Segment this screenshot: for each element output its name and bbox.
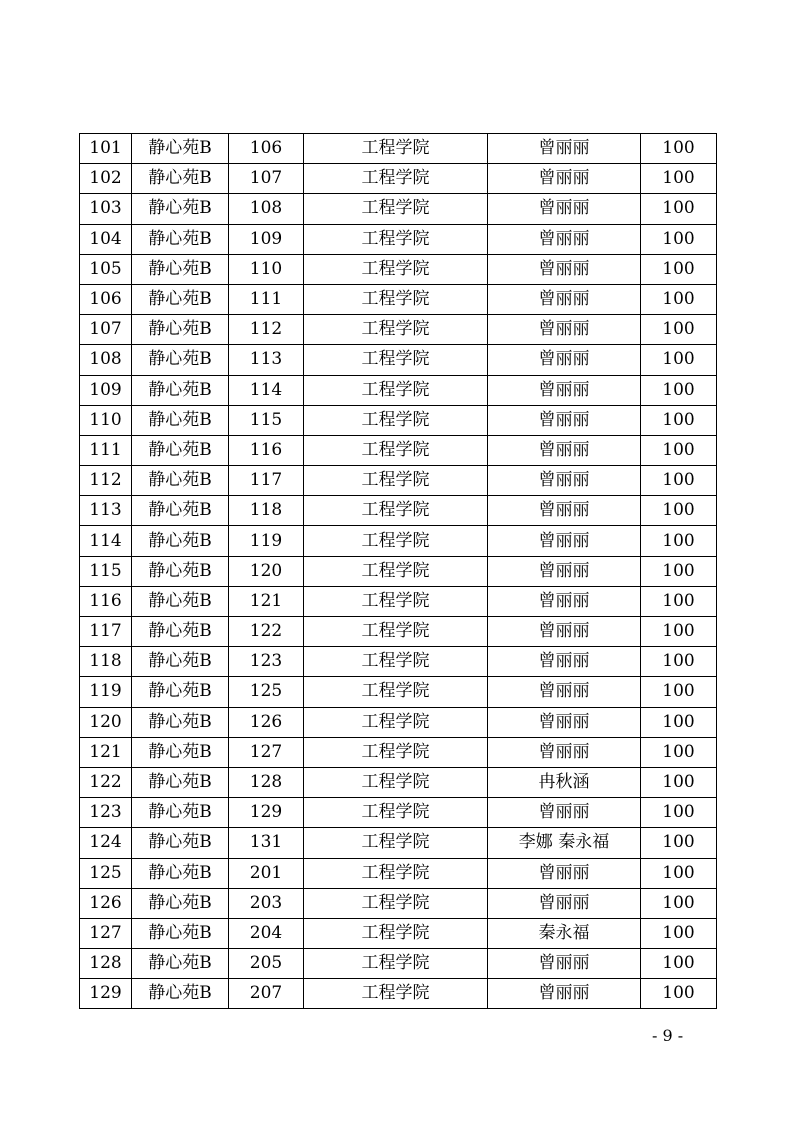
contact-cell: 曾丽丽 [488, 526, 641, 556]
seq-cell: 104 [80, 224, 132, 254]
seq-cell: 111 [80, 435, 132, 465]
contact-cell: 曾丽丽 [488, 254, 641, 284]
contact-cell: 曾丽丽 [488, 556, 641, 586]
seq-cell: 101 [80, 134, 132, 164]
seq-cell: 123 [80, 798, 132, 828]
seq-cell: 129 [80, 979, 132, 1009]
score-cell: 100 [641, 435, 717, 465]
building-cell: 静心苑B [132, 828, 229, 858]
score-cell: 100 [641, 647, 717, 677]
college-cell: 工程学院 [304, 767, 488, 797]
room-cell: 109 [229, 224, 304, 254]
seq-cell: 112 [80, 466, 132, 496]
college-cell: 工程学院 [304, 466, 488, 496]
college-cell: 工程学院 [304, 858, 488, 888]
contact-cell: 曾丽丽 [488, 466, 641, 496]
contact-cell: 曾丽丽 [488, 586, 641, 616]
table-row [80, 677, 717, 707]
seq-cell: 113 [80, 496, 132, 526]
score-cell: 100 [641, 949, 717, 979]
contact-cell: 曾丽丽 [488, 496, 641, 526]
contact-cell: 曾丽丽 [488, 284, 641, 314]
college-cell: 工程学院 [304, 496, 488, 526]
seq-cell: 119 [80, 677, 132, 707]
building-cell: 静心苑B [132, 707, 229, 737]
contact-cell: 李娜 秦永福 [488, 828, 641, 858]
building-cell: 静心苑B [132, 767, 229, 797]
table-row [80, 375, 717, 405]
building-cell: 静心苑B [132, 798, 229, 828]
table-row [80, 405, 717, 435]
seq-cell: 125 [80, 858, 132, 888]
roster-table [79, 133, 717, 1009]
seq-cell: 121 [80, 737, 132, 767]
room-cell: 116 [229, 435, 304, 465]
room-cell: 204 [229, 918, 304, 948]
contact-cell: 曾丽丽 [488, 707, 641, 737]
contact-cell: 曾丽丽 [488, 798, 641, 828]
building-cell: 静心苑B [132, 677, 229, 707]
building-cell: 静心苑B [132, 526, 229, 556]
table-row [80, 858, 717, 888]
score-cell: 100 [641, 375, 717, 405]
room-cell: 120 [229, 556, 304, 586]
page-number: - 9 - [652, 1026, 684, 1045]
table-row [80, 164, 717, 194]
seq-cell: 103 [80, 194, 132, 224]
table-row [80, 345, 717, 375]
score-cell: 100 [641, 224, 717, 254]
college-cell: 工程学院 [304, 798, 488, 828]
contact-cell: 曾丽丽 [488, 134, 641, 164]
college-cell: 工程学院 [304, 164, 488, 194]
table-row [80, 617, 717, 647]
room-cell: 106 [229, 134, 304, 164]
college-cell: 工程学院 [304, 737, 488, 767]
college-cell: 工程学院 [304, 254, 488, 284]
building-cell: 静心苑B [132, 254, 229, 284]
seq-cell: 107 [80, 315, 132, 345]
building-cell: 静心苑B [132, 556, 229, 586]
table-row [80, 979, 717, 1009]
score-cell: 100 [641, 254, 717, 284]
table-row [80, 496, 717, 526]
building-cell: 静心苑B [132, 284, 229, 314]
building-cell: 静心苑B [132, 194, 229, 224]
room-cell: 108 [229, 194, 304, 224]
room-cell: 128 [229, 767, 304, 797]
room-cell: 207 [229, 979, 304, 1009]
room-cell: 118 [229, 496, 304, 526]
score-cell: 100 [641, 737, 717, 767]
building-cell: 静心苑B [132, 345, 229, 375]
seq-cell: 114 [80, 526, 132, 556]
score-cell: 100 [641, 496, 717, 526]
college-cell: 工程学院 [304, 284, 488, 314]
building-cell: 静心苑B [132, 315, 229, 345]
score-cell: 100 [641, 979, 717, 1009]
contact-cell: 曾丽丽 [488, 647, 641, 677]
college-cell: 工程学院 [304, 918, 488, 948]
room-cell: 203 [229, 888, 304, 918]
table-row [80, 134, 717, 164]
seq-cell: 105 [80, 254, 132, 284]
room-cell: 205 [229, 949, 304, 979]
contact-cell: 秦永福 [488, 918, 641, 948]
table-row [80, 586, 717, 616]
seq-cell: 126 [80, 888, 132, 918]
college-cell: 工程学院 [304, 707, 488, 737]
room-cell: 127 [229, 737, 304, 767]
seq-cell: 122 [80, 767, 132, 797]
table-row [80, 556, 717, 586]
room-cell: 123 [229, 647, 304, 677]
college-cell: 工程学院 [304, 979, 488, 1009]
contact-cell: 曾丽丽 [488, 345, 641, 375]
college-cell: 工程学院 [304, 949, 488, 979]
contact-cell: 曾丽丽 [488, 375, 641, 405]
score-cell: 100 [641, 466, 717, 496]
score-cell: 100 [641, 194, 717, 224]
room-cell: 129 [229, 798, 304, 828]
building-cell: 静心苑B [132, 134, 229, 164]
room-cell: 107 [229, 164, 304, 194]
seq-cell: 115 [80, 556, 132, 586]
contact-cell: 曾丽丽 [488, 677, 641, 707]
room-cell: 131 [229, 828, 304, 858]
college-cell: 工程学院 [304, 677, 488, 707]
table-row [80, 315, 717, 345]
building-cell: 静心苑B [132, 496, 229, 526]
table-row [80, 888, 717, 918]
table-row [80, 254, 717, 284]
building-cell: 静心苑B [132, 617, 229, 647]
building-cell: 静心苑B [132, 224, 229, 254]
room-cell: 112 [229, 315, 304, 345]
score-cell: 100 [641, 828, 717, 858]
table-row [80, 767, 717, 797]
room-cell: 111 [229, 284, 304, 314]
score-cell: 100 [641, 556, 717, 586]
building-cell: 静心苑B [132, 979, 229, 1009]
room-cell: 122 [229, 617, 304, 647]
table-row [80, 798, 717, 828]
college-cell: 工程学院 [304, 647, 488, 677]
contact-cell: 曾丽丽 [488, 858, 641, 888]
room-cell: 125 [229, 677, 304, 707]
building-cell: 静心苑B [132, 949, 229, 979]
score-cell: 100 [641, 888, 717, 918]
college-cell: 工程学院 [304, 134, 488, 164]
building-cell: 静心苑B [132, 375, 229, 405]
score-cell: 100 [641, 858, 717, 888]
college-cell: 工程学院 [304, 617, 488, 647]
score-cell: 100 [641, 405, 717, 435]
seq-cell: 120 [80, 707, 132, 737]
table-row [80, 435, 717, 465]
score-cell: 100 [641, 164, 717, 194]
college-cell: 工程学院 [304, 194, 488, 224]
building-cell: 静心苑B [132, 858, 229, 888]
college-cell: 工程学院 [304, 556, 488, 586]
score-cell: 100 [641, 617, 717, 647]
contact-cell: 曾丽丽 [488, 979, 641, 1009]
college-cell: 工程学院 [304, 315, 488, 345]
contact-cell: 曾丽丽 [488, 435, 641, 465]
table-row [80, 466, 717, 496]
table-row [80, 224, 717, 254]
score-cell: 100 [641, 526, 717, 556]
contact-cell: 冉秋涵 [488, 767, 641, 797]
score-cell: 100 [641, 315, 717, 345]
table-row [80, 526, 717, 556]
room-cell: 117 [229, 466, 304, 496]
college-cell: 工程学院 [304, 224, 488, 254]
room-cell: 201 [229, 858, 304, 888]
seq-cell: 109 [80, 375, 132, 405]
seq-cell: 116 [80, 586, 132, 616]
room-cell: 126 [229, 707, 304, 737]
table-row [80, 284, 717, 314]
table-row [80, 707, 717, 737]
score-cell: 100 [641, 284, 717, 314]
seq-cell: 102 [80, 164, 132, 194]
table-row [80, 828, 717, 858]
roster-table-body [80, 134, 717, 1009]
contact-cell: 曾丽丽 [488, 888, 641, 918]
college-cell: 工程学院 [304, 435, 488, 465]
contact-cell: 曾丽丽 [488, 224, 641, 254]
room-cell: 110 [229, 254, 304, 284]
score-cell: 100 [641, 767, 717, 797]
table-row [80, 647, 717, 677]
score-cell: 100 [641, 134, 717, 164]
building-cell: 静心苑B [132, 888, 229, 918]
college-cell: 工程学院 [304, 345, 488, 375]
room-cell: 121 [229, 586, 304, 616]
seq-cell: 106 [80, 284, 132, 314]
contact-cell: 曾丽丽 [488, 194, 641, 224]
seq-cell: 127 [80, 918, 132, 948]
score-cell: 100 [641, 798, 717, 828]
contact-cell: 曾丽丽 [488, 405, 641, 435]
building-cell: 静心苑B [132, 405, 229, 435]
building-cell: 静心苑B [132, 737, 229, 767]
college-cell: 工程学院 [304, 375, 488, 405]
building-cell: 静心苑B [132, 466, 229, 496]
score-cell: 100 [641, 707, 717, 737]
room-cell: 115 [229, 405, 304, 435]
college-cell: 工程学院 [304, 888, 488, 918]
seq-cell: 128 [80, 949, 132, 979]
contact-cell: 曾丽丽 [488, 617, 641, 647]
building-cell: 静心苑B [132, 586, 229, 616]
room-cell: 119 [229, 526, 304, 556]
college-cell: 工程学院 [304, 405, 488, 435]
seq-cell: 108 [80, 345, 132, 375]
seq-cell: 124 [80, 828, 132, 858]
building-cell: 静心苑B [132, 918, 229, 948]
score-cell: 100 [641, 918, 717, 948]
room-cell: 113 [229, 345, 304, 375]
building-cell: 静心苑B [132, 435, 229, 465]
table-row [80, 194, 717, 224]
contact-cell: 曾丽丽 [488, 737, 641, 767]
score-cell: 100 [641, 345, 717, 375]
contact-cell: 曾丽丽 [488, 164, 641, 194]
college-cell: 工程学院 [304, 526, 488, 556]
table-row [80, 918, 717, 948]
building-cell: 静心苑B [132, 647, 229, 677]
score-cell: 100 [641, 586, 717, 616]
seq-cell: 117 [80, 617, 132, 647]
score-cell: 100 [641, 677, 717, 707]
seq-cell: 118 [80, 647, 132, 677]
table-row [80, 949, 717, 979]
college-cell: 工程学院 [304, 586, 488, 616]
building-cell: 静心苑B [132, 164, 229, 194]
college-cell: 工程学院 [304, 828, 488, 858]
seq-cell: 110 [80, 405, 132, 435]
contact-cell: 曾丽丽 [488, 315, 641, 345]
contact-cell: 曾丽丽 [488, 949, 641, 979]
table-row [80, 737, 717, 767]
room-cell: 114 [229, 375, 304, 405]
